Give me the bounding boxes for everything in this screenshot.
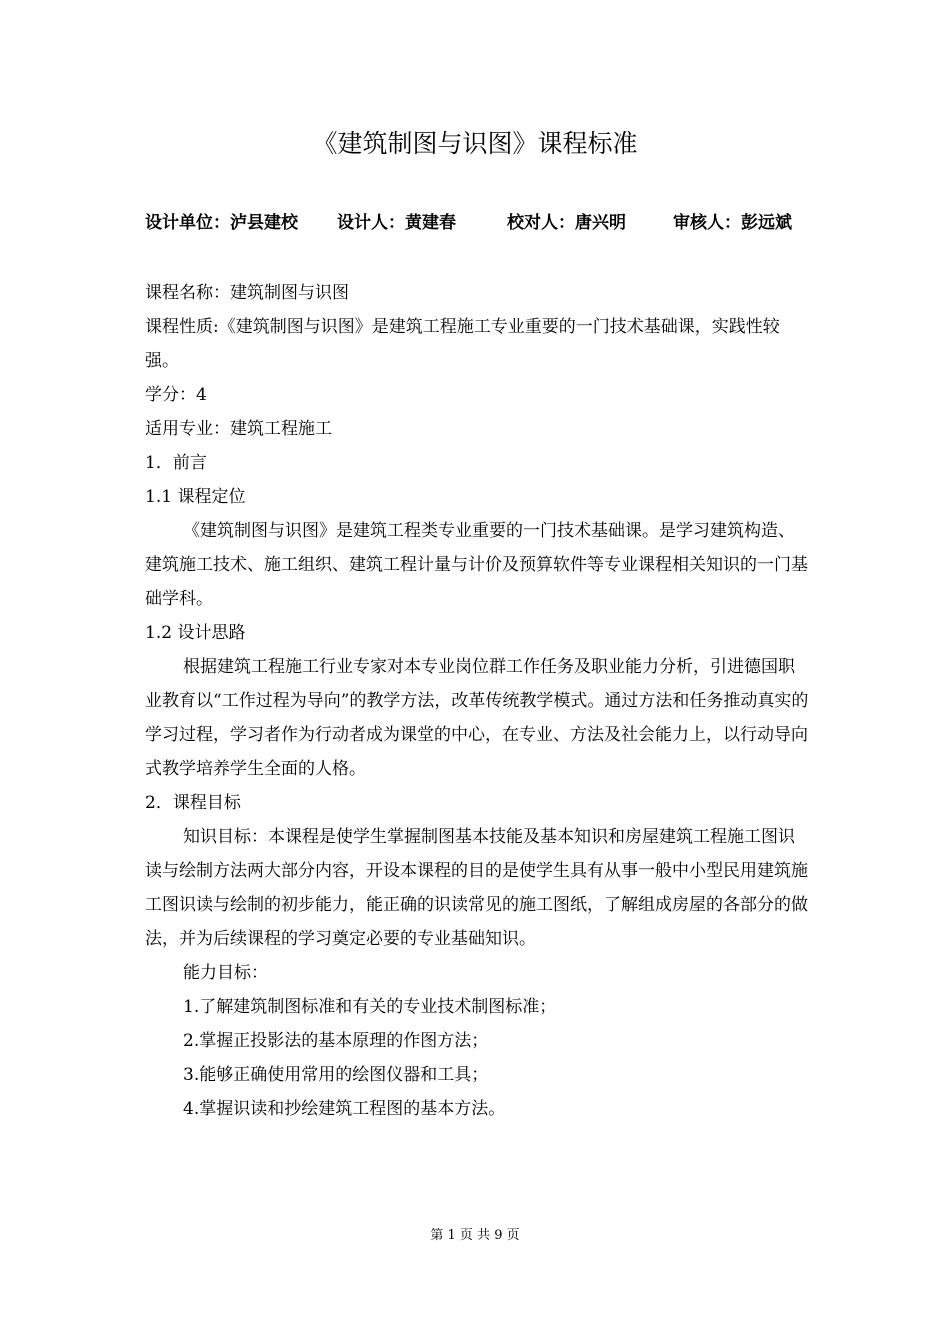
credits-line [145, 206, 810, 240]
section-heading-objectives: 2．课程目标 [145, 793, 241, 813]
design-unit: 设计单位：泸县建校 [145, 213, 298, 233]
course-nature: 课程性质:《建筑制图与识图》是建筑工程施工专业重要的一门技术基础课，实践性较强。 [145, 317, 780, 371]
list-item: 2.掌握正投影法的基本原理的作图方法； [183, 1031, 489, 1051]
applicable-major: 适用专业：建筑工程施工 [145, 419, 332, 439]
section-heading-preface: 1．前言 [145, 453, 207, 473]
paragraph-design: 根据建筑工程施工行业专家对本专业岗位群工作任务及职业能力分析，引进德国职业教育以“工作过程为导向”的教学方法，改革传统教学模式。通过方法和任务推动真实的学习过程，学习者作为行动者成为课堂的中心，在专业、方法及社会能力上，以行动导向式教学培养学生全面的人格。 [145, 657, 809, 779]
course-credits: 学分：4 [145, 385, 207, 405]
paragraph-positioning: 《建筑制图与识图》是建筑工程类专业重要的一门技术基础课。是学习建筑构造、建筑施工技术、施工组织、建筑工程计量与计价及预算软件等专业课程相关知识的一门基础学科。 [145, 521, 808, 609]
course-name: 课程名称：建筑制图与识图 [145, 283, 349, 303]
reviewer: 审核人：彭远斌 [673, 213, 792, 233]
page-footer: 第 1 页 共 9 页 [430, 1228, 520, 1243]
paragraph-knowledge-objective: 知识目标：本课程是使学生掌握制图基本技能及基本知识和房屋建筑工程施工图识读与绘制方法两大部分内容，开设本课程的目的是使学生具有从事一般中小型民用建筑施工图识读与绘制的初步能力，能正确的识读常见的施工图纸，了解组成房屋的各部分的做法，并为后续课程的学习奠定必要的专业基础知识。 [145, 827, 808, 949]
subsection-heading-positioning: 1.1 课程定位 [145, 487, 246, 507]
designer: 设计人：黄建春 [337, 213, 456, 233]
proofreader: 校对人：唐兴明 [507, 213, 626, 233]
list-item: 3.能够正确使用常用的绘图仪器和工具； [183, 1065, 489, 1085]
list-item: 1.了解建筑制图标准和有关的专业技术制图标准； [183, 997, 557, 1017]
page-title: 《建筑制图与识图》课程标准 [312, 129, 638, 158]
subsection-heading-design: 1.2 设计思路 [145, 623, 246, 643]
document-body [145, 276, 810, 1126]
ability-objective-heading: 能力目标： [183, 963, 268, 983]
list-item: 4.掌握识读和抄绘建筑工程图的基本方法。 [183, 1099, 506, 1119]
